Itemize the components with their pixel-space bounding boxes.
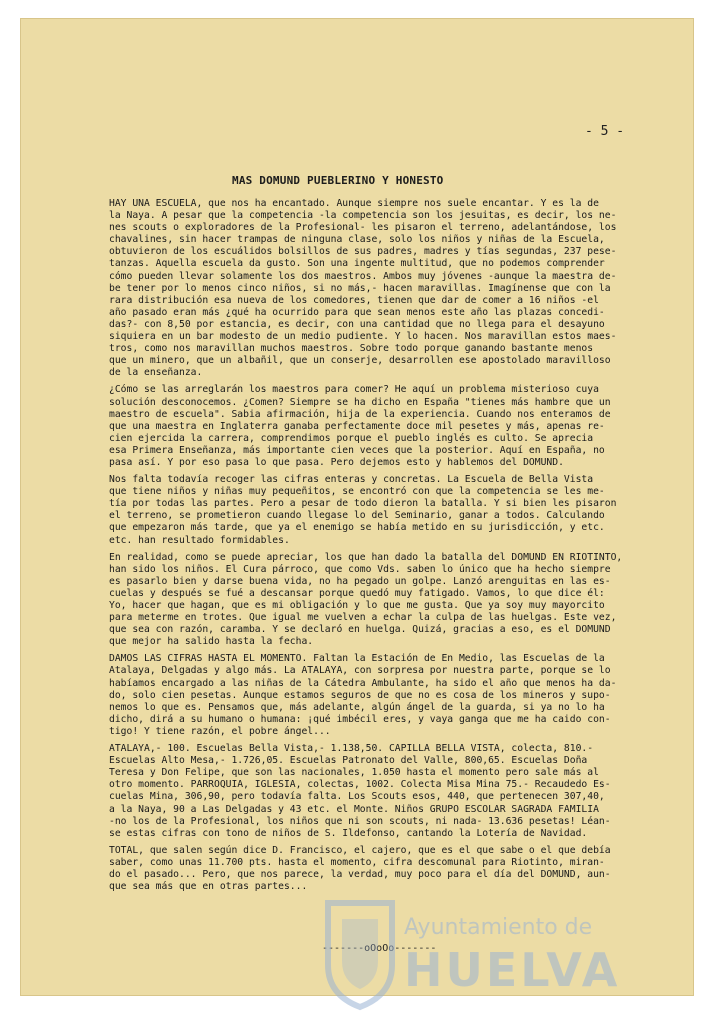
text-line: año pasado eran más ¿qué ha ocurrido para que sean menos este año las plazas concedi- bbox=[109, 306, 605, 318]
text-line: cien ejercida la carrera, comprendimos porque el pueblo inglés es culto. Se aprecia bbox=[109, 432, 594, 444]
text-line: que tiene niños y niñas muy pequeñitos, se encontró con que la competencia se les me- bbox=[109, 486, 605, 498]
text-line: do, solo cien pesetas. Aunque estamos seguros de que no es cosa de los mineros y supo- bbox=[109, 689, 611, 701]
text-line: el terreno, se prometieron cuando llegase lo del Seminario, ganar a todos. Calculando bbox=[109, 510, 605, 522]
text-line: do el pasado... Pero, que nos parece, la verdad, muy poco para el día del DOMUND, aun- bbox=[109, 868, 611, 880]
text-line: que mejor ha salido hasta la fecha. bbox=[109, 636, 314, 648]
text-line: cómo pueden llevar solamente los dos maestros. Ambos muy jóvenes -aunque la maestra de- bbox=[109, 270, 617, 282]
paragraph bbox=[109, 653, 689, 738]
text-line: be tener por lo menos cinco niños, si no más,- hacen maravillas. Imagínense que con la bbox=[109, 282, 611, 294]
text-line: -no los de la Profesional, los niños que ni son scouts, ni nada- 13.636 pesetas! Léan- bbox=[109, 815, 611, 827]
document-page bbox=[20, 18, 694, 996]
text-line: tía por todas las partes. Pero a pesar de todo dieron la batalla. Y si bien les pisaron bbox=[109, 498, 617, 510]
text-line: maestro de escuela". Sabia afirmación, hija de la experiencia. Cuando nos enteramos de bbox=[109, 408, 611, 420]
text-line: DAMOS LAS CIFRAS HASTA EL MOMENTO. Faltan la Estación de En Medio, las Escuelas de la bbox=[109, 653, 605, 665]
text-line: para meterme en trotes. Que igual me vuelven a echar la culpa de las huelgas. Este vez, bbox=[109, 612, 617, 624]
text-line: habíamos encargado a las niñas de la Cátedra Ambulante, ha sido el año que menos ha da- bbox=[109, 677, 617, 689]
article-title: MAS DOMUND PUEBLERINO Y HONESTO bbox=[232, 174, 444, 187]
paragraph bbox=[109, 474, 689, 547]
text-line: En realidad, como se puede apreciar, los que han dado la batalla del DOMUND EN RIOTINTO, bbox=[109, 551, 623, 563]
text-line: obtuvieron de los escuálidos bolsillos de sus padres, madres y tías segundas, 237 pese- bbox=[109, 246, 617, 258]
text-line: que una maestra en Inglaterra ganaba perfectamente doce mil pesetes y más, apenas re- bbox=[109, 420, 605, 432]
text-line: se estas cifras con tono de niños de S. Ildefonso, cantando la Lotería de Navidad. bbox=[109, 827, 588, 839]
text-line: esa Primera Enseñanza, más importante cien veces que la posterior. Aquí en España, no bbox=[109, 444, 605, 456]
text-line: cuelas Mina, 306,90, pero todavía falta. Los Scouts esos, 440, que pertenecen 307,40, bbox=[109, 791, 605, 803]
text-line: nes scouts o exploradores de la Profesional- les pisaron el terreno, adelantándose, los bbox=[109, 222, 617, 234]
paragraph bbox=[109, 743, 689, 840]
text-line: etc. han resultado formidables. bbox=[109, 534, 290, 546]
text-line: es pasarlo bien y darse buena vida, no ha pegado un golpe. Lanzó arenguitas en las es- bbox=[109, 575, 611, 587]
text-line: Teresa y Don Felipe, que son las nacionales, 1.050 hasta el momento pero sale más al bbox=[109, 767, 599, 779]
text-line: Atalaya, Delgadas y algo más. La ATALAYA, con sorpresa por nuestra parte, porque se lo bbox=[109, 665, 611, 677]
text-line: han sido los niños. El Cura párroco, que como Vds. saben lo único que ha hecho siempre bbox=[109, 563, 611, 575]
text-line: que sea más que en otras partes... bbox=[109, 881, 308, 893]
paragraph bbox=[109, 198, 689, 379]
text-line: otro momento. PARROQUIA, IGLESIA, colectas, 1002. Colecta Misa Mina 75.- Recaudedo Es- bbox=[109, 779, 611, 791]
text-line: de la enseñanza. bbox=[109, 367, 203, 379]
text-line: dicho, dirá a su humano o humana: ¡qué imbécil eres, y vaya ganga que me ha caido con- bbox=[109, 713, 611, 725]
text-line: que sea con razón, caramba. Y se declaró en huelga. Quizá, gracias a eso, es el DOMUND bbox=[109, 624, 611, 636]
paragraph bbox=[109, 845, 689, 893]
coat-of-arms-icon bbox=[320, 895, 400, 1013]
watermark-text-main: HUELVA bbox=[404, 943, 621, 997]
text-line: solución desconocemos. ¿Comen? Siempre se ha dicho en España "tienes más hambre que un bbox=[109, 396, 611, 408]
closing-mark: -------oOoOo------- bbox=[322, 943, 437, 954]
archive-watermark bbox=[320, 895, 680, 1015]
text-line: saber, como unas 11.700 pts. hasta el momento, cifra descomunal para Riotinto, miran- bbox=[109, 856, 605, 868]
page-number: - 5 - bbox=[585, 124, 625, 139]
text-line: tros, como nos maravillan muchos maestros. Sobre todo porque ganando bastante menos bbox=[109, 343, 594, 355]
article-body bbox=[109, 198, 689, 898]
text-line: cuelas y después se fué a descansar porque quedó muy fatigado. Vamos, lo que dice él: bbox=[109, 587, 605, 599]
text-line: TOTAL, que salen según dice D. Francisco, el cajero, que es el que sabe o el que debía bbox=[109, 844, 611, 856]
text-line: rara distribución esa nueva de los comedores, tienen que dar de comer a 16 niños -el bbox=[109, 294, 599, 306]
text-line: pasa así. Y por eso pasa lo que pasa. Pero dejemos esto y hablemos del DOMUND. bbox=[109, 456, 564, 468]
text-line: das?- con 8,50 por estancia, es decir, con una cantidad que no llega para el desayuno bbox=[109, 318, 605, 330]
text-line: tanzas. Aquella escuela da gusto. Son una ingente multitud, que no podemos comprender bbox=[109, 258, 605, 270]
text-line: chavalines, sin hacer trampas de ninguna clase, solo los niños y niñas de la Escuela, bbox=[109, 234, 605, 246]
text-line: la Naya. A pesar que la competencia -la competencia son los jesuitas, es decir, los ne- bbox=[109, 210, 617, 222]
text-line: a la Naya, 90 a Las Delgadas y 43 etc. el Monte. Niños GRUPO ESCOLAR SAGRADA FAMILIA bbox=[109, 803, 599, 815]
text-line: ATALAYA,- 100. Escuelas Bella Vista,- 1.138,50. CAPILLA BELLA VISTA, colecta, 810.- bbox=[109, 743, 594, 755]
text-line: HAY UNA ESCUELA, que nos ha encantado. Aunque siempre nos suele encantar. Y es la de bbox=[109, 198, 599, 209]
text-line: Yo, hacer que hagan, que es mi obligación y lo que me gusta. Que ya soy muy mayorcito bbox=[109, 600, 605, 611]
text-line: nemos lo que es. Pensamos que, más adelante, algún ángel de la guarda, si ya no lo ha bbox=[109, 701, 605, 713]
paragraph bbox=[109, 552, 689, 649]
text-line: Nos falta todavía recoger las cifras enteras y concretas. La Escuela de Bella Vista bbox=[109, 474, 594, 486]
text-line: Escuelas Alto Mesa,- 1.726,05. Escuelas Patronato del Valle, 800,65. Escuelas Doña bbox=[109, 755, 588, 767]
paragraph bbox=[109, 384, 689, 469]
text-line: ¿Cómo se las arreglarán los maestros para comer? He aquí un problema misterioso cuya bbox=[109, 384, 599, 396]
text-line: que empezaron más tarde, que ya el enemigo se había metido en su jurisdicción, y etc. bbox=[109, 522, 605, 534]
text-line: que un minero, que un albañil, que un conserje, desarrollen ese apostolado maravilloso bbox=[109, 355, 611, 367]
text-line: tigo! Y tiene razón, el pobre ángel... bbox=[109, 725, 331, 737]
watermark-text-top: Ayuntamiento de bbox=[404, 915, 593, 940]
text-line: siquiera en un bar modesto de un medio pudiente. Y lo hacen. Nos maravillan estos maes- bbox=[109, 331, 617, 343]
